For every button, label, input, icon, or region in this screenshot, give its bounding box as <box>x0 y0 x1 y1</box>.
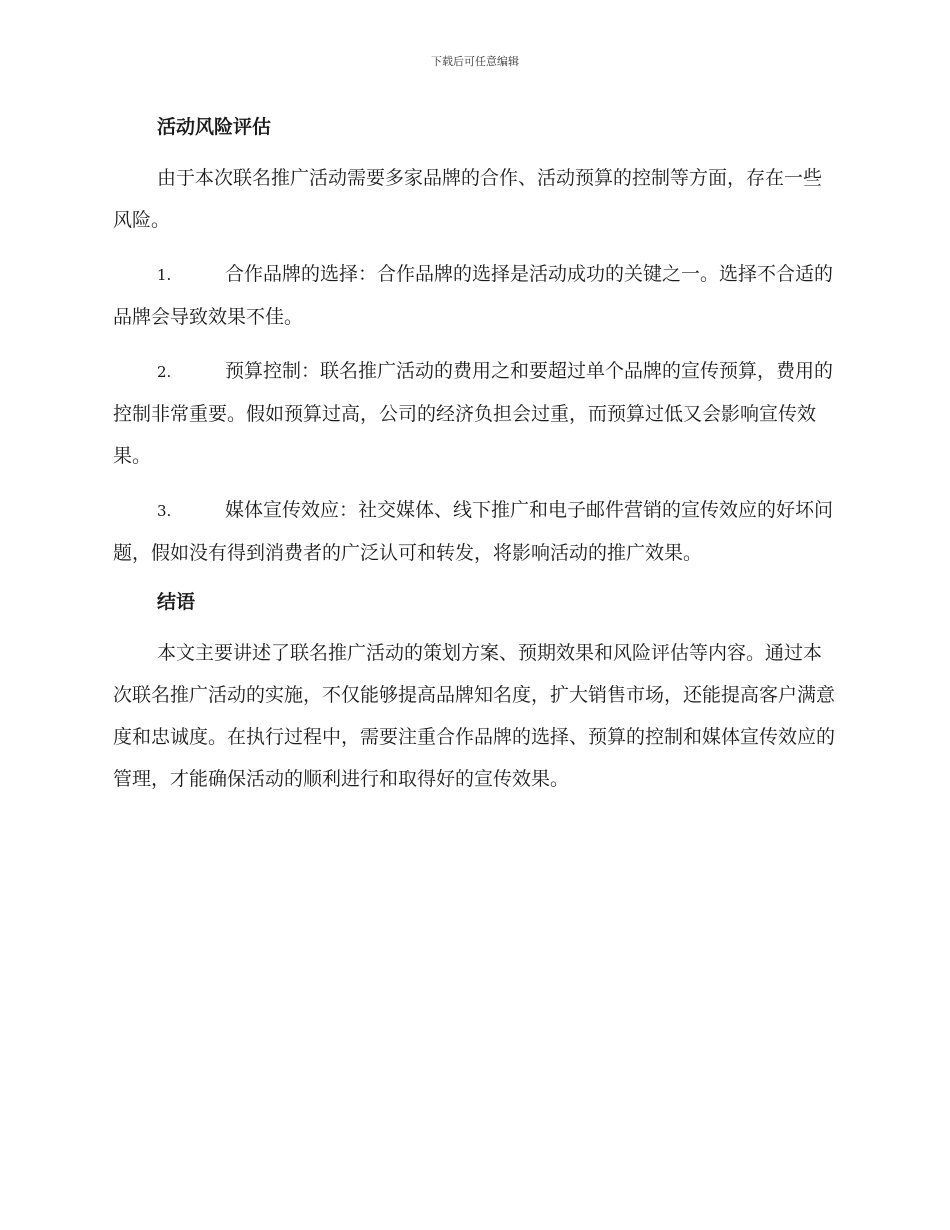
risk-list-item-1 <box>113 253 835 338</box>
spacer <box>113 241 835 253</box>
spacer <box>113 147 835 157</box>
risk-list-item-2 <box>113 350 835 477</box>
conclusion-paragraph: 本文主要讲述了联名推广活动的策划方案、预期效果和风险评估等内容。通过本次联名推广活动的实施，不仅能够提高品牌知名度，扩大销售市场，还能提高客户满意度和忠诚度。在执行过程中，需要注重合作品牌的选择、预算的控制和媒体宣传效应的管理，才能确保活动的顺利进行和取得好的宣传效果。 <box>113 642 836 790</box>
list-item-text: 合作品牌的选择：合作品牌的选择是活动成功的关键之一。选择不合适的品牌会导致效果不佳。 <box>113 263 834 328</box>
list-number: 1. <box>157 266 172 284</box>
list-item-text: 预算控制：联名推广活动的费用之和要超过单个品牌的宣传预算，费用的控制非常重要。假如预算过高，公司的经济负担会过重，而预算过低又会影响宣传效果。 <box>113 360 834 467</box>
spacer <box>113 574 835 582</box>
spacer <box>113 622 835 632</box>
section-heading-risk: 活动风险评估 <box>157 116 272 138</box>
list-item-text: 媒体宣传效应：社交媒体、线下推广和电子邮件营销的宣传效应的好坏问题，假如没有得到消费者的广泛认可和转发，将影响活动的推广效果。 <box>113 499 834 564</box>
document-body <box>113 107 835 800</box>
list-number: 3. <box>157 502 172 520</box>
spacer <box>113 338 835 350</box>
section-heading-conclusion: 结语 <box>157 591 196 613</box>
list-number: 2. <box>157 363 172 381</box>
risk-intro-paragraph: 由于本次联名推广活动需要多家品牌的合作、活动预算的控制等方面，存在一些风险。 <box>113 167 823 231</box>
risk-list-item-3 <box>113 489 835 574</box>
spacer <box>113 477 835 489</box>
page-header-note: 下载后可任意编辑 <box>431 55 519 68</box>
